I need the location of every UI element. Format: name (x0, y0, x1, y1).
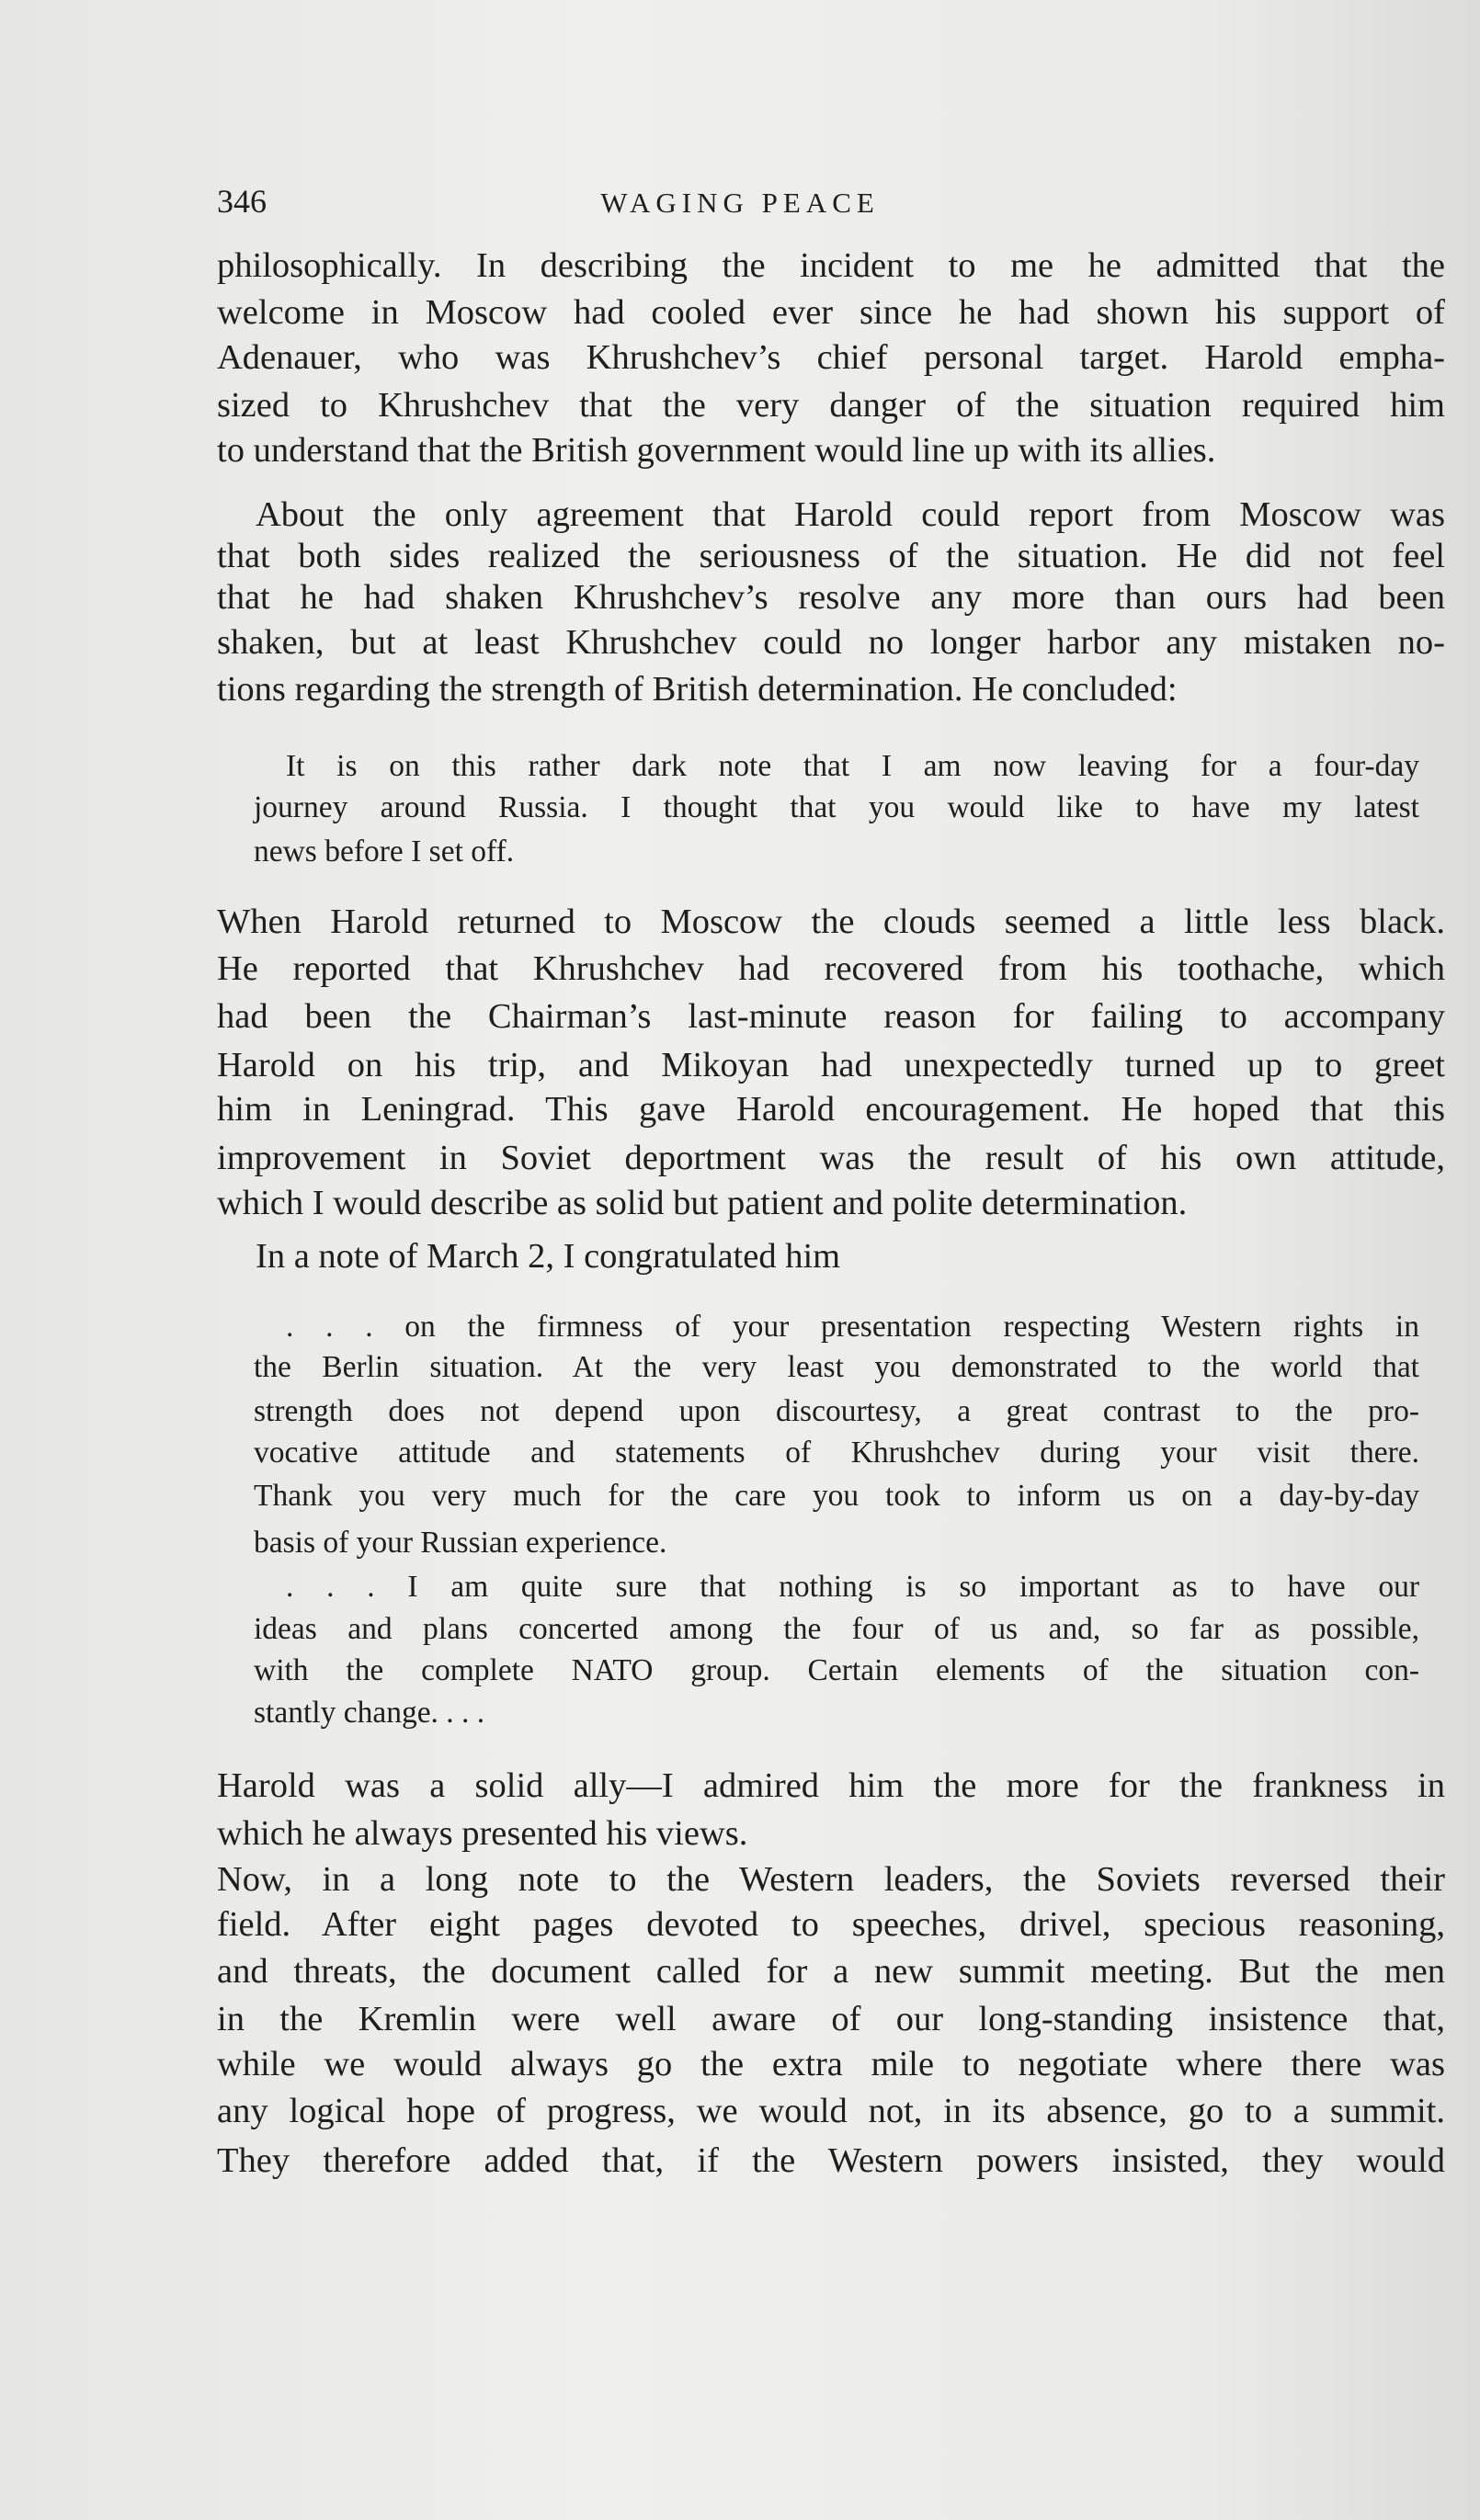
text-line: and threats, the document called for a new summit meeting. But the men (217, 1952, 1445, 1991)
text-line: In a note of March 2, I congratulated him (256, 1237, 841, 1276)
text-line: welcome in Moscow had cooled ever since he had shown his support of (217, 293, 1445, 332)
text-line: improvement in Soviet deportment was the result of his own attitude, (217, 1139, 1445, 1177)
running-title: WAGING PEACE (600, 187, 880, 219)
text-line: which I would describe as solid but patient and polite determination. (217, 1184, 1188, 1222)
text-line: field. After eight pages devoted to speeches, drivel, specious reasoning, (217, 1905, 1445, 1944)
quote-line: journey around Russia. I thought that you would like to have my latest (254, 790, 1419, 824)
text-line: which he always presented his views. (217, 1814, 748, 1853)
text-line: philosophically. In describing the incident to me he admitted that the (217, 246, 1445, 285)
text-line: any logical hope of progress, we would not, in its absence, go to a summit. (217, 2092, 1445, 2130)
page-number: 346 (217, 183, 267, 220)
quote-line: vocative attitude and statements of Khrushchev during your visit there. (254, 1436, 1419, 1470)
quote-line: news before I set off. (254, 834, 515, 868)
text-line: He reported that Khrushchev had recovered from his toothache, which (217, 949, 1445, 988)
quote-line: with the complete NATO group. Certain elements of the situation con- (254, 1653, 1419, 1687)
text-line: Harold on his trip, and Mikoyan had unexpectedly turned up to greet (217, 1046, 1445, 1084)
text-line: About the only agreement that Harold could report from Moscow was (256, 495, 1445, 534)
text-line: When Harold returned to Moscow the clouds seemed a little less black. (217, 902, 1445, 941)
text-line: They therefore added that, if the Western powers insisted, they would (217, 2141, 1445, 2180)
text-line: that he had shaken Khrushchev’s resolve any more than ours had been (217, 578, 1445, 617)
text-line: while we would always go the extra mile to negotiate where there was (217, 2045, 1445, 2083)
quote-line: ideas and plans concerted among the four of us and, so far as possible, (254, 1612, 1419, 1646)
text-line: had been the Chairman’s last-minute reason for failing to accompany (217, 997, 1445, 1036)
quote-line: Thank you very much for the care you took to inform us on a day-by-day (254, 1479, 1419, 1513)
text-line: Now, in a long note to the Western leaders, the Soviets reversed their (217, 1860, 1445, 1899)
text-line: Adenauer, who was Khrushchev’s chief personal target. Harold empha- (217, 338, 1445, 377)
text-line: him in Leningrad. This gave Harold encouragement. He hoped that this (217, 1090, 1445, 1129)
text-line: in the Kremlin were well aware of our long-standing insistence that, (217, 2000, 1445, 2038)
quote-line: It is on this rather dark note that I am now leaving for a four-day (286, 749, 1419, 783)
quote-line: the Berlin situation. At the very least you demonstrated to the world that (254, 1350, 1419, 1384)
quote-line: . . . I am quite sure that nothing is so important as to have our (286, 1570, 1419, 1604)
text-line: Harold was a solid ally—I admired him the more for the frankness in (217, 1766, 1445, 1805)
text-line: sized to Khrushchev that the very danger of the situation required him (217, 386, 1445, 425)
text-line: to understand that the British government would line up with its allies. (217, 431, 1216, 470)
quote-line: stantly change. . . . (254, 1696, 485, 1730)
quote-line: . . . on the firmness of your presentation respecting Western rights in (286, 1310, 1419, 1344)
text-line: that both sides realized the seriousness of the situation. He did not feel (217, 537, 1445, 575)
text-line: shaken, but at least Khrushchev could no longer harbor any mistaken no- (217, 623, 1445, 662)
quote-line: strength does not depend upon discourtesy, a great contrast to the pro- (254, 1394, 1419, 1428)
text-line: tions regarding the strength of British determination. He concluded: (217, 670, 1178, 709)
quote-line: basis of your Russian experience. (254, 1526, 667, 1560)
